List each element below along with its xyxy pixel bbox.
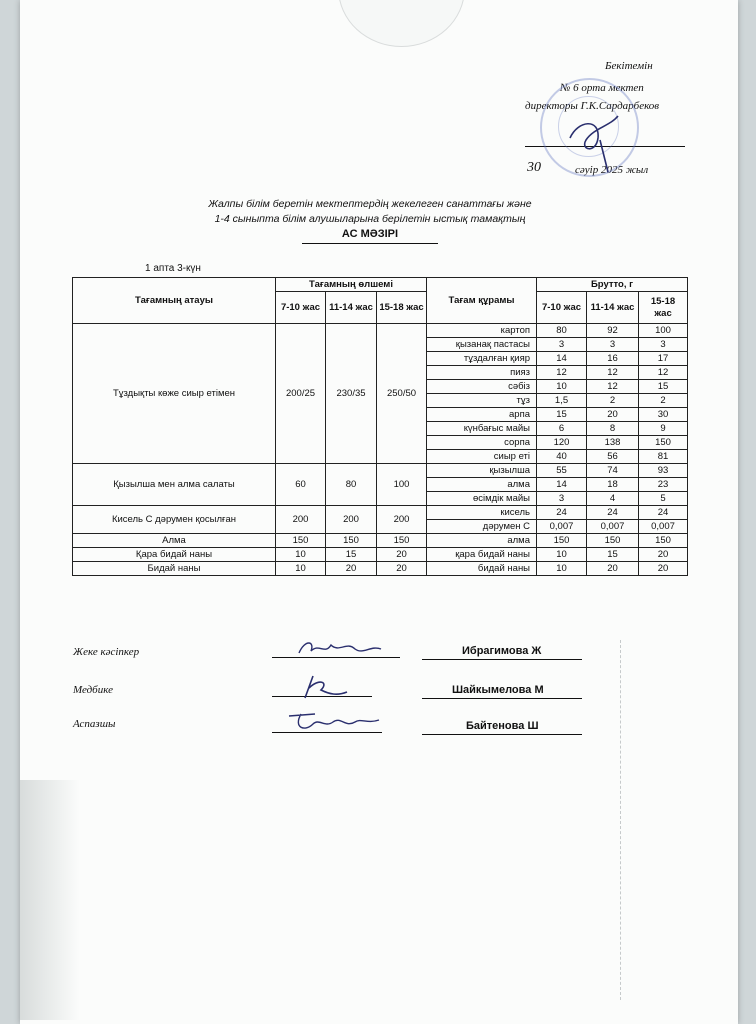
portion-15-18: 20 [377, 562, 427, 576]
gross-11-14: 8 [587, 422, 639, 436]
portion-15-18: 200 [377, 506, 427, 534]
signature-name-line-entrepreneur [422, 659, 582, 660]
header-age-7-10: 7-10 жас [276, 292, 326, 324]
page-shadow [20, 780, 80, 1020]
gross-11-14: 74 [587, 464, 639, 478]
gross-15-18: 20 [639, 562, 688, 576]
ingredient-name: дәрумен С [427, 520, 537, 534]
portion-7-10: 10 [276, 548, 326, 562]
header-age-11-14: 11-14 жас [326, 292, 377, 324]
signature-role-entrepreneur: Жеке кәсіпкер [73, 646, 140, 658]
gross-15-18: 3 [639, 338, 688, 352]
portion-15-18: 100 [377, 464, 427, 506]
ingredient-name: алма [427, 534, 537, 548]
gross-7-10: 120 [537, 436, 587, 450]
nurse-signature [295, 672, 355, 702]
portion-7-10: 10 [276, 562, 326, 576]
gross-7-10: 12 [537, 366, 587, 380]
gross-7-10: 80 [537, 324, 587, 338]
table-row [73, 534, 688, 548]
gross-7-10: 6 [537, 422, 587, 436]
gross-15-18: 150 [639, 534, 688, 548]
portion-11-14: 150 [326, 534, 377, 548]
gross-11-14: 20 [587, 562, 639, 576]
portion-11-14: 230/35 [326, 324, 377, 464]
ingredient-name: алма [427, 478, 537, 492]
gross-7-10: 55 [537, 464, 587, 478]
approval-school: № 6 орта мектеп [560, 82, 644, 94]
table-row [73, 324, 688, 338]
gross-7-10: 14 [537, 352, 587, 366]
header-composition: Тағам құрамы [427, 278, 537, 324]
gross-7-10: 40 [537, 450, 587, 464]
portion-7-10: 200 [276, 506, 326, 534]
gross-11-14: 15 [587, 548, 639, 562]
gross-7-10: 3 [537, 338, 587, 352]
table-row [73, 464, 688, 478]
gross-11-14: 2 [587, 394, 639, 408]
table-row [73, 548, 688, 562]
gross-15-18: 5 [639, 492, 688, 506]
gross-7-10: 150 [537, 534, 587, 548]
gross-15-18: 30 [639, 408, 688, 422]
gross-15-18: 100 [639, 324, 688, 338]
gross-15-18: 17 [639, 352, 688, 366]
table-row [73, 562, 688, 576]
gross-15-18: 81 [639, 450, 688, 464]
ingredient-name: бидай наны [427, 562, 537, 576]
dish-name: Алма [73, 534, 276, 548]
table-row [73, 506, 688, 520]
gross-7-10: 0,007 [537, 520, 587, 534]
ingredient-name: өсімдік майы [427, 492, 537, 506]
portion-11-14: 15 [326, 548, 377, 562]
header-gross-age-11-14: 11-14 жас [587, 292, 639, 324]
gross-15-18: 9 [639, 422, 688, 436]
document-heading [150, 197, 590, 244]
ingredient-name: қызанақ пастасы [427, 338, 537, 352]
gross-7-10: 3 [537, 492, 587, 506]
portion-15-18: 150 [377, 534, 427, 548]
dish-name: Қызылша мен алма салаты [73, 464, 276, 506]
approval-date-day: 30 [527, 160, 541, 175]
portion-15-18: 250/50 [377, 324, 427, 464]
gross-15-18: 24 [639, 506, 688, 520]
header-age-15-18: 15-18 жас [377, 292, 427, 324]
gross-11-14: 16 [587, 352, 639, 366]
ingredient-name: кисель [427, 506, 537, 520]
gross-11-14: 92 [587, 324, 639, 338]
gross-11-14: 4 [587, 492, 639, 506]
cook-signature [285, 706, 385, 736]
gross-11-14: 18 [587, 478, 639, 492]
gross-11-14: 12 [587, 366, 639, 380]
gross-15-18: 20 [639, 548, 688, 562]
signature-name-entrepreneur: Ибрагимова Ж [462, 645, 542, 657]
folder-tab [338, 0, 465, 47]
dish-name: Қара бидай наны [73, 548, 276, 562]
signature-role-cook: Аспазшы [73, 718, 116, 730]
signature-name-line-cook [422, 734, 582, 735]
gross-15-18: 15 [639, 380, 688, 394]
signature-name-line-nurse [422, 698, 582, 699]
week-day-label: 1 апта 3-күн [145, 263, 201, 274]
heading-line-1: Жалпы білім беретін мектептердің жекелеген санаттағы және [208, 198, 532, 210]
entrepreneur-signature [295, 635, 385, 663]
gross-15-18: 23 [639, 478, 688, 492]
portion-11-14: 200 [326, 506, 377, 534]
dish-name: Кисель С дәрумен қосылған [73, 506, 276, 534]
approval-director: директоры Г.К.Сардарбеков [525, 100, 660, 112]
gross-11-14: 20 [587, 408, 639, 422]
gross-11-14: 12 [587, 380, 639, 394]
portion-11-14: 80 [326, 464, 377, 506]
gross-15-18: 93 [639, 464, 688, 478]
menu-table [72, 277, 688, 576]
dish-name: Бидай наны [73, 562, 276, 576]
header-gross-age-7-10: 7-10 жас [537, 292, 587, 324]
dashed-divider [620, 640, 622, 1000]
gross-11-14: 138 [587, 436, 639, 450]
ingredient-name: тұздалған қияр [427, 352, 537, 366]
gross-7-10: 1,5 [537, 394, 587, 408]
menu-title: АС МӘЗІРІ [302, 227, 438, 244]
heading-line-2: 1-4 сыныпта білім алушыларына берілетін ыстық тамақтың [214, 213, 526, 225]
ingredient-name: картоп [427, 324, 537, 338]
header-gross-age-15-18: 15-18 жас [639, 292, 688, 324]
signature-role-nurse: Медбике [73, 684, 113, 696]
gross-7-10: 10 [537, 562, 587, 576]
portion-7-10: 60 [276, 464, 326, 506]
approval-title: Бекітемін [605, 60, 653, 72]
gross-11-14: 0,007 [587, 520, 639, 534]
gross-11-14: 3 [587, 338, 639, 352]
header-dish-name: Тағамның атауы [73, 278, 276, 324]
gross-15-18: 0,007 [639, 520, 688, 534]
ingredient-name: күнбағыс майы [427, 422, 537, 436]
portion-7-10: 150 [276, 534, 326, 548]
signature-name-cook: Байтенова Ш [466, 720, 539, 732]
signature-name-nurse: Шайкымелова М [452, 684, 544, 696]
ingredient-name: сәбіз [427, 380, 537, 394]
gross-7-10: 10 [537, 380, 587, 394]
ingredient-name: тұз [427, 394, 537, 408]
gross-11-14: 150 [587, 534, 639, 548]
portion-7-10: 200/25 [276, 324, 326, 464]
ingredient-name: қызылша [427, 464, 537, 478]
gross-15-18: 2 [639, 394, 688, 408]
gross-7-10: 14 [537, 478, 587, 492]
gross-11-14: 24 [587, 506, 639, 520]
gross-7-10: 15 [537, 408, 587, 422]
portion-11-14: 20 [326, 562, 377, 576]
gross-7-10: 24 [537, 506, 587, 520]
approval-date: сәуір 2025 жыл [575, 164, 649, 176]
gross-15-18: 12 [639, 366, 688, 380]
portion-15-18: 20 [377, 548, 427, 562]
ingredient-name: сиыр еті [427, 450, 537, 464]
ingredient-name: қара бидай наны [427, 548, 537, 562]
table-header-row-1 [73, 278, 688, 292]
director-signature [560, 110, 640, 180]
ingredient-name: арпа [427, 408, 537, 422]
dish-name: Тұздықты көже сиыр етімен [73, 324, 276, 464]
ingredient-name: сорпа [427, 436, 537, 450]
header-portion: Тағамның өлшемі [276, 278, 427, 292]
header-gross: Брутто, г [537, 278, 688, 292]
ingredient-name: пияз [427, 366, 537, 380]
gross-7-10: 10 [537, 548, 587, 562]
gross-15-18: 150 [639, 436, 688, 450]
gross-11-14: 56 [587, 450, 639, 464]
